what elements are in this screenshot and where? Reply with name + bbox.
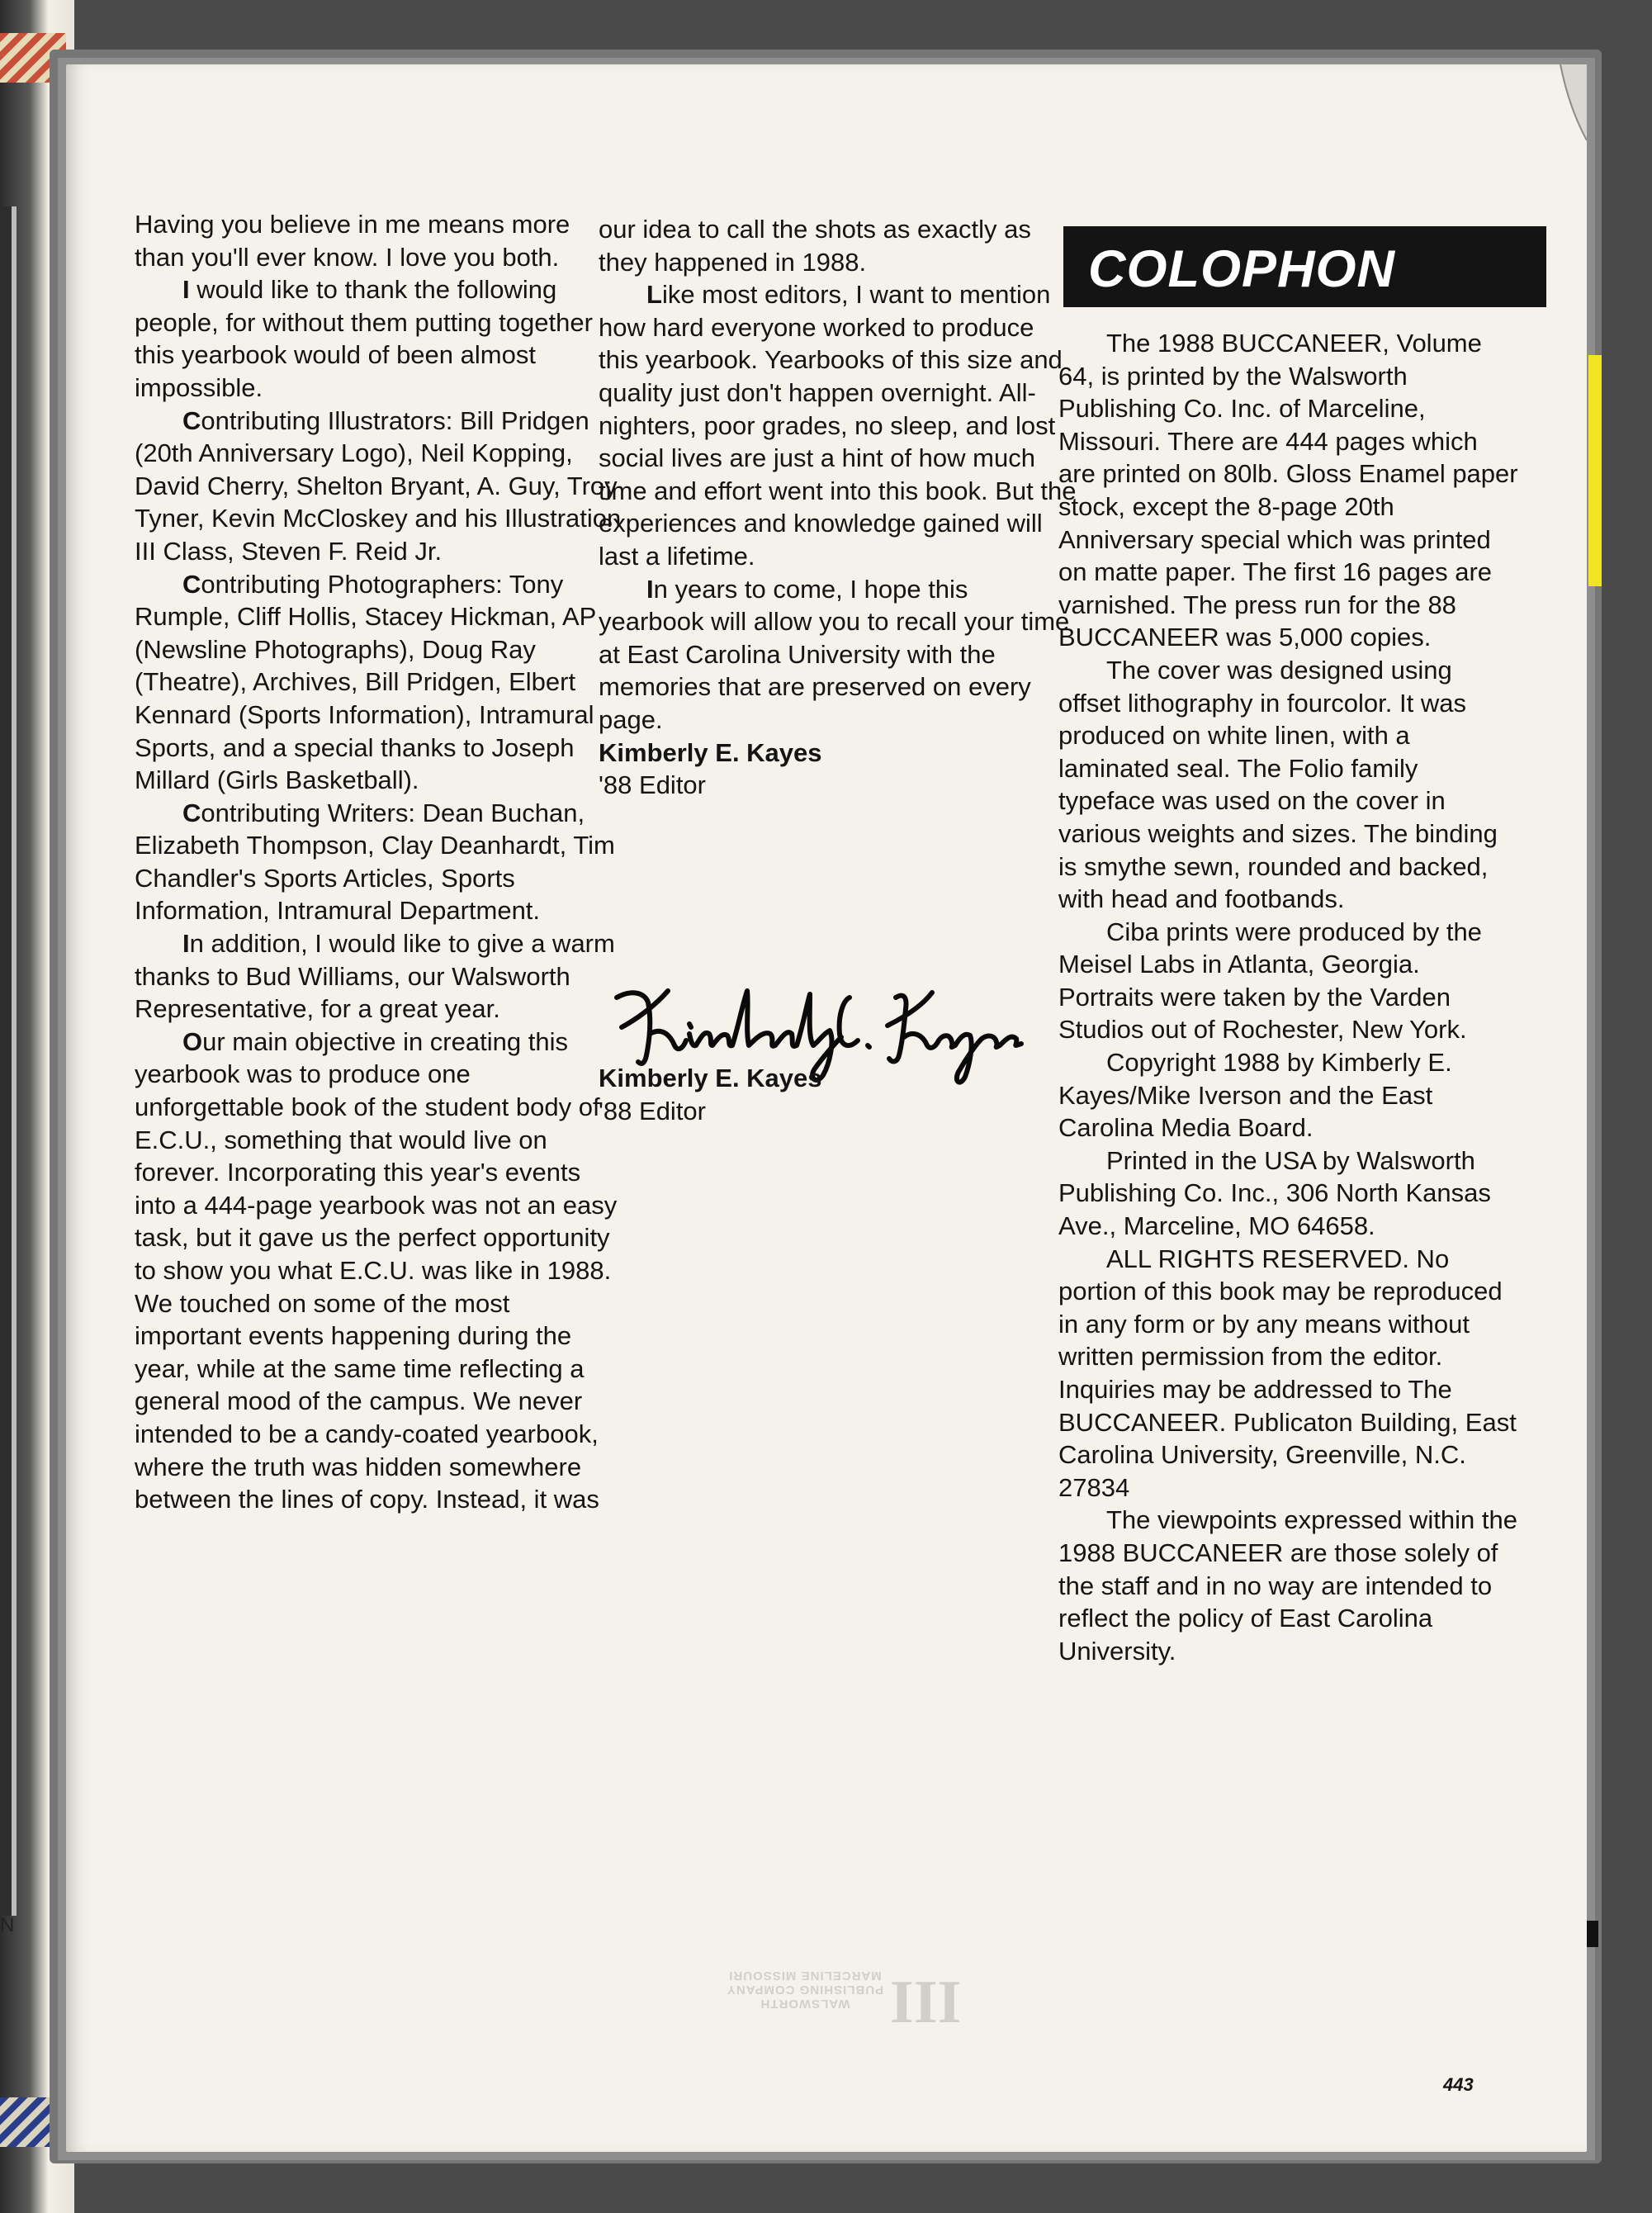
colophon-heading: COLOPHON: [1088, 240, 1396, 298]
watermark-logo: III: [890, 1969, 962, 2036]
colophon-heading-bar: [1063, 226, 1546, 307]
editor-name: Kimberly E. Kayes: [599, 737, 822, 767]
watermark-text: WALSWORTH PUBLISHING COMPANY MARCELINE MISSOURI: [726, 1969, 884, 2011]
paragraph: Ciba prints were produced by the Meisel Labs in Atlanta, Georgia. Portraits were taken by the Varden Studios out of Rochester, New York.: [1058, 917, 1482, 1045]
page-443: [66, 64, 1587, 2152]
column-three: [1058, 327, 1521, 1667]
paragraph: The viewpoints expressed within the 1988 BUCCANEER are those solely of the staff and in no way are intended to reflect the policy of East Carolina University.: [1058, 1505, 1517, 1666]
paragraph: our idea to call the shots as exactly as they happened in 1988.: [599, 215, 1031, 277]
column-two: [599, 213, 1077, 802]
page-number: 443: [1443, 2074, 1474, 2095]
drop-letter: I: [182, 275, 190, 305]
drop-letter: C: [182, 798, 201, 827]
yellow-index-tab: [1588, 355, 1602, 586]
drop-letter: C: [182, 569, 201, 599]
paragraph: Copyright 1988 by Kimberly E. Kayes/Mike Iverson and the East Carolina Media Board.: [1058, 1048, 1452, 1143]
paragraph: [135, 568, 622, 797]
paragraph: [135, 405, 622, 568]
paragraph-text: ontributing Photographers: Tony Rumple, Cliff Hollis, Stacey Hickman, AP (Newsline Photographs), Doug Ray (Theatre), Archives, Bill Pridgen, Elbert Kennard (Sports Information), Intramural Sports, and a special thanks to Joseph Millard (Girls Basketball).: [135, 569, 596, 795]
paragraph: The 1988 BUCCANEER, Volume 64, is printed by the Walsworth Publishing Co. Inc. of Marceline, Missouri. There are 444 pages which are printed on 80lb. Gloss Enamel paper stock, except the 8-page 20th Anniversary special which was printed on matte paper. The first 16 pages are varnished. The press run for the 88 BUCCANEER was 5,000 copies.: [1058, 329, 1518, 652]
editor-title: '88 Editor: [599, 770, 706, 800]
paragraph: Having you believe in me means more than you'll ever know. I love you both.: [135, 210, 570, 272]
paragraph-text: ur main objective in creating this yearbook was to produce one unforgettable book of the student body of E.C.U., something that would live on forever. Incorporating this year's events into a 444-page yearbook was not an easy task, but it gave us the perfect opportunity to show you what E.C.U. was like in 1988. We touched on some of the most important events happening during the year, while at the same time reflecting a general mood of the campus. We never intended to be a candy-coated yearbook, where the truth was hidden somewhere between the lines of copy. Instead, it was: [135, 1026, 618, 1514]
drop-letter: O: [182, 1026, 203, 1056]
editor-block-repeat: [599, 1062, 1061, 1127]
publisher-watermark: [718, 1969, 962, 2040]
paragraph: [135, 1026, 622, 1516]
editor-name: Kimberly E. Kayes: [599, 1064, 822, 1092]
column-one: [135, 208, 622, 1516]
paragraph-text: ike most editors, I want to mention how hard everyone worked to produce this yearbook. Yearbooks of this size and quality just don't happen overnight. All-nighters, poor grades, no sleep, and lost social lives are just a hint of how much time and effort went into this book. But the experiences and knowledge gained will last a lifetime.: [599, 280, 1077, 571]
paragraph: [135, 273, 622, 404]
paragraph-text: n addition, I would like to give a warm thanks to Bud Williams, our Walsworth Representative, for a great year.: [135, 929, 615, 1024]
drop-letter: C: [182, 405, 201, 435]
drop-letter: I: [646, 574, 654, 604]
drop-letter: L: [646, 280, 662, 310]
paragraph-text: ontributing Writers: Dean Buchan, Elizabeth Thompson, Clay Deanhardt, Tim Chandler's Sports Articles, Sports Information, Intramural Department.: [135, 798, 615, 926]
paragraph-text: would like to thank the following people, for without them putting together this yearbook would of been almost impossible.: [135, 275, 593, 402]
black-index-tab: [1585, 1921, 1598, 1947]
left-page-photo-edge: [0, 206, 12, 1916]
paragraph-text: n years to come, I hope this yearbook will allow you to recall your time at East Carolina University with the memories that are preserved on every page.: [599, 574, 1070, 734]
drop-letter: I: [182, 929, 190, 959]
paragraph: ALL RIGHTS RESERVED. No portion of this book may be reproduced in any form or by any means without written permission from the editor. Inquiries may be addressed to The BUCCANEER. Publicaton Building, East Carolina University, Greenville, N.C. 27834: [1058, 1244, 1517, 1502]
paragraph: Printed in the USA by Walsworth Publishing Co. Inc., 306 North Kansas Ave., Marceline, MO 64658.: [1058, 1145, 1491, 1241]
paragraph: [599, 573, 1077, 737]
page-corner-curl: [1544, 64, 1587, 140]
paragraph: [599, 278, 1077, 572]
left-page-gutter: [12, 206, 17, 1916]
left-page-text-fragment: N: [0, 1914, 15, 1936]
editor-title: '88 Editor: [599, 1096, 706, 1125]
paragraph: [135, 927, 622, 1026]
paragraph-text: ontributing Illustrators: Bill Pridgen (20th Anniversary Logo), Neil Kopping, David Cherry, Shelton Bryant, A. Guy, Troy Tyner, Kevin McCloskey and his Illustration III Class, Steven F. Reid Jr.: [135, 405, 622, 566]
paragraph: The cover was designed using offset lithography in fourcolor. It was produced on white linen, with a laminated seal. The Folio family typeface was used on the cover in various weights and sizes. The binding is smythe sewn, rounded and backed, with head and footbands.: [1058, 655, 1498, 914]
paragraph: [135, 797, 622, 927]
